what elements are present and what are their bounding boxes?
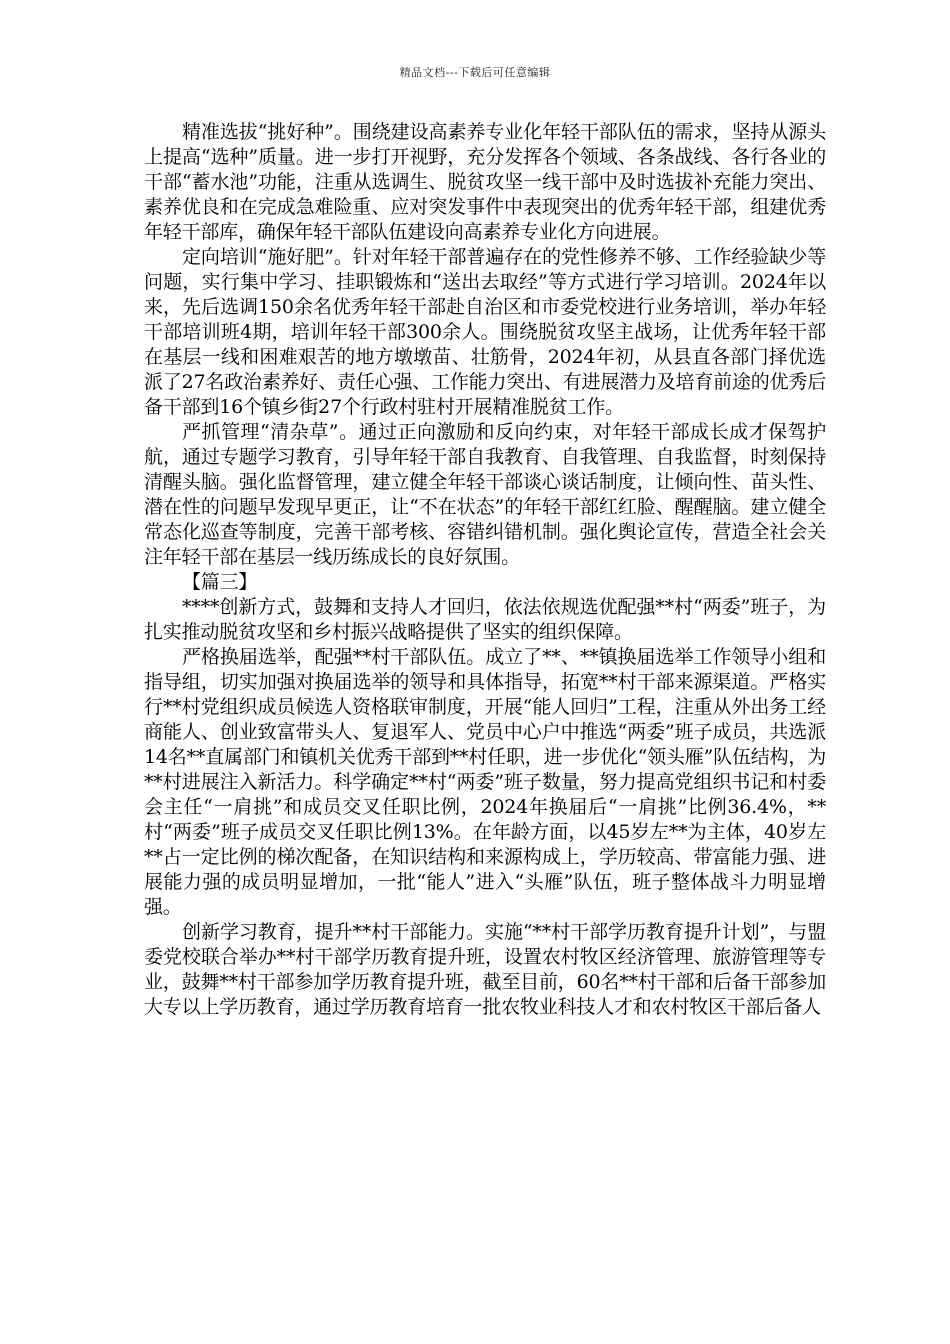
paragraph: ****创新方式，鼓舞和支持人才回归，依法依规选优配强**村“两委”班子，为扎实推动脱贫攻坚和乡村振兴战略提供了坚实的组织保障。 <box>144 596 826 643</box>
paragraph: 精准选拔“挑好种”。围绕建设高素养专业化年轻干部队伍的需求，坚持从源头上提高“选种”质量。进一步打开视野，充分发挥各个领域、各条战线、各行各业的干部“蓄水池”功能，注重从选调生、脱贫攻坚一线干部中及时选拔补充能力突出、素养优良和在完成急难险重、应对突发事件中表现突出的优秀年轻干部，组建优秀年轻干部库，确保年轻干部队伍建设向高素养专业化方向进展。 <box>144 121 826 243</box>
section-heading: 【篇三】 <box>182 571 258 593</box>
document-body <box>144 120 826 1020</box>
paragraph: 创新学习教育，提升**村干部能力。实施“**村干部学历教育提升计划”，与盟委党校联合举办**村干部学历教育提升班，设置农村牧区经济管理、旅游管理等专业，鼓舞**村干部参加学历教育提升班，截至目前，60名**村干部和后备干部参加大专以上学历教育，通过学历教育培育一批农牧业科技人才和农村牧区干部后备人 <box>144 921 826 1018</box>
paragraph: 严抓管理“清杂草”。通过正向激励和反向约束，对年轻干部成长成才保驾护航，通过专题学习教育，引导年轻干部自我教育、自我管理、自我监督，时刻保持清醒头脑。强化监督管理，建立健全年轻干部谈心谈话制度，让倾向性、苗头性、潜在性的问题早发现早更正，让“不在状态”的年轻干部红红脸、醒醒脑。建立健全常态化巡查等制度，完善干部考核、容错纠错机制。强化舆论宣传，营造全社会关注年轻干部在基层一线历练成长的良好氛围。 <box>144 421 826 568</box>
page-header: 精品文档---下载后可任意编辑 <box>399 66 551 79</box>
paragraph: 严格换届选举，配强**村干部队伍。成立了**、**镇换届选举工作领导小组和指导组，切实加强对换届选举的领导和具体指导，拓宽**村干部来源渠道。严格实行**村党组织成员候选人资格联审制度，开展“能人回归”工程，注重从外出务工经商能人、创业致富带头人、复退军人、党员中心户中推选“两委”班子成员，共选派14名**直属部门和镇机关优秀干部到**村任职，进一步优化“领头雁”队伍结构，为**村进展注入新活力。科学确定**村“两委”班子数量，努力提高党组织书记和村委会主任“一肩挑”和成员交叉任职比例，2024年换届后“一肩挑”比例36.4%，**村“两委”班子成员交叉任职比例13%。在年龄方面，以45岁左**为主体，40岁左**占一定比例的梯次配备，在知识结构和来源构成上，学历较高、带富能力强、进展能力强的成员明显增加，一批“能人”进入“头雁”队伍，班子整体战斗力明显增强。 <box>144 646 826 918</box>
paragraph: 定向培训“施好肥”。针对年轻干部普遍存在的党性修养不够、工作经验缺少等问题，实行集中学习、挂职锻炼和“送出去取经”等方式进行学习培训。2024年以来，先后选调150余名优秀年轻干部赴自治区和市委党校进行业务培训，举办年轻干部培训班4期，培训年轻干部300余人。围绕脱贫攻坚主战场，让优秀年轻干部在基层一线和困难艰苦的地方墩墩苗、壮筋骨，2024年初，从县直各部门择优选派了27名政治素养好、责任心强、工作能力突出、有进展潜力及培育前途的优秀后备干部到16个镇乡街27个行政村驻村开展精准脱贫工作。 <box>144 246 826 418</box>
